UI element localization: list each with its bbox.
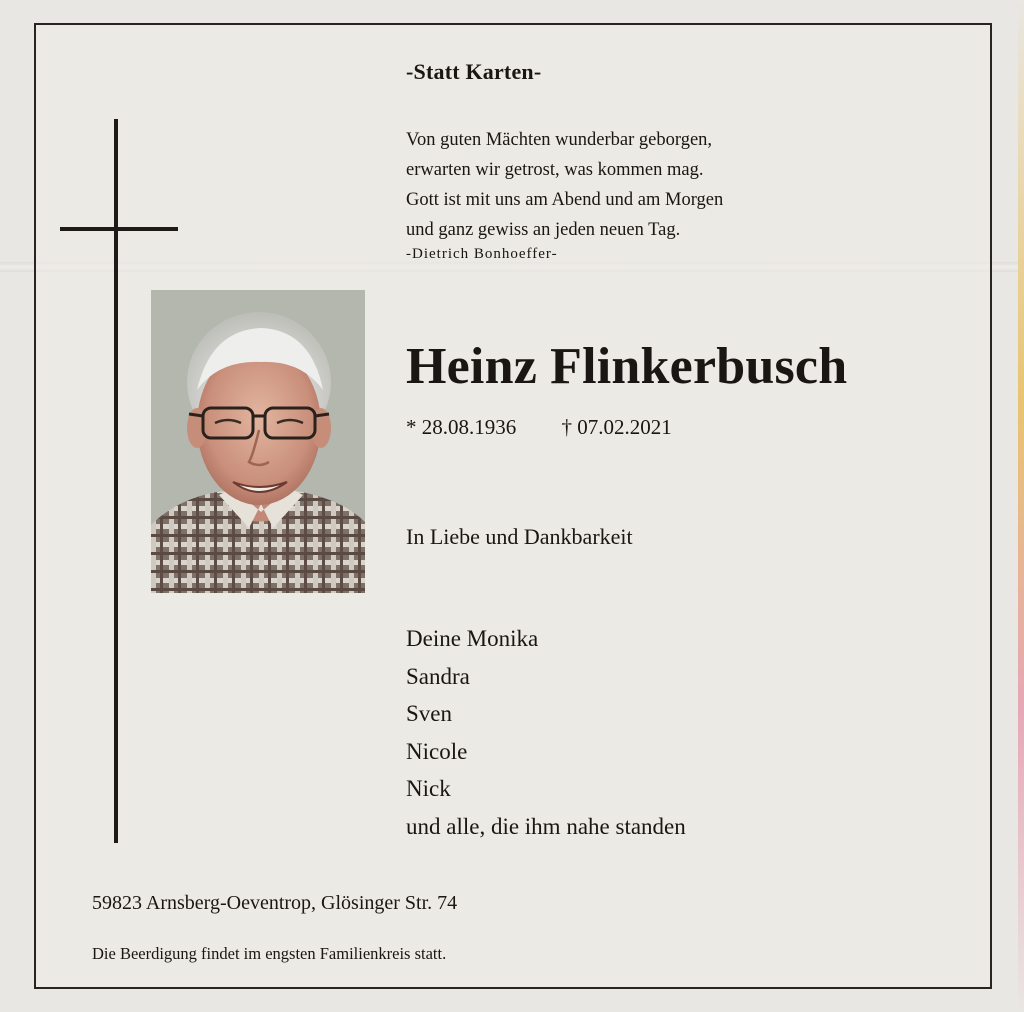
portrait-image bbox=[151, 290, 365, 593]
life-dates bbox=[406, 415, 672, 440]
dedication-line: In Liebe und Dankbarkeit bbox=[406, 524, 633, 549]
mourner-name: Sandra bbox=[406, 663, 470, 689]
mourner-name: Deine Monika bbox=[406, 626, 539, 651]
poem-line: Gott ist mit uns am Abend und am Morgen bbox=[406, 190, 724, 210]
family-address: 59823 Arnsberg-Oeventrop, Glösinger Str. 74 bbox=[92, 892, 458, 914]
mourner-name: Sven bbox=[406, 701, 452, 726]
funeral-note: Die Beerdigung findet im engsten Familienkreis statt. bbox=[92, 944, 447, 963]
poem-line: erwarten wir getrost, was kommen mag. bbox=[406, 160, 704, 180]
poem-author: -Dietrich Bonhoeffer- bbox=[406, 246, 558, 262]
poem-line: und ganz gewiss an jeden neuen Tag. bbox=[406, 220, 681, 240]
obituary-notice bbox=[34, 23, 992, 989]
mourner-name: Nicole bbox=[406, 738, 468, 764]
deceased-name: Heinz Flinkerbusch bbox=[406, 338, 848, 395]
mourner-name: Nick bbox=[406, 776, 451, 801]
poem-line: Von guten Mächten wunderbar geborgen, bbox=[406, 130, 713, 150]
heading-statt-karten: -Statt Karten- bbox=[406, 59, 542, 84]
mourners-list bbox=[406, 620, 686, 845]
mourner-closing: und alle, die ihm nahe standen bbox=[406, 813, 686, 839]
birth-date: * 28.08.1936 bbox=[406, 415, 517, 439]
page-edge bbox=[1018, 0, 1024, 1012]
cross-horizontal-bar bbox=[60, 227, 178, 231]
portrait-photo bbox=[151, 290, 365, 593]
death-date: † 07.02.2021 bbox=[561, 415, 672, 439]
poem-quote bbox=[406, 125, 846, 267]
